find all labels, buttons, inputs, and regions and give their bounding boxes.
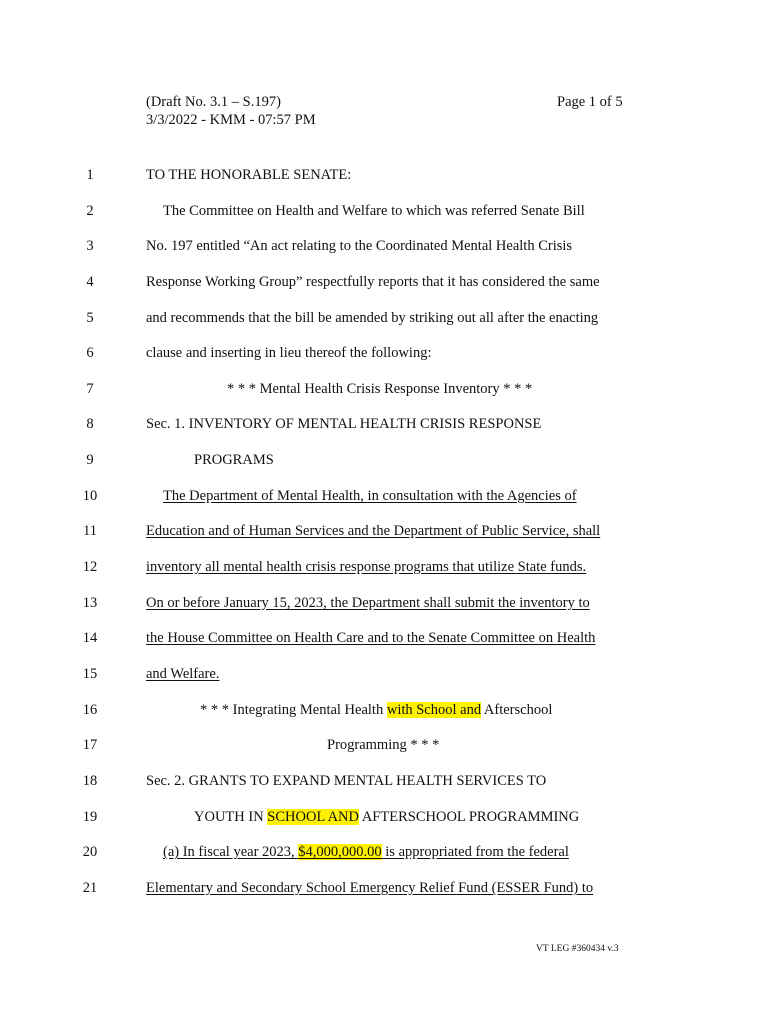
inserted-text: The Department of Mental Health, in consultation with the Agencies of bbox=[163, 488, 577, 504]
line-number: 20 bbox=[82, 844, 98, 860]
text-run: AFTERSCHOOL PROGRAMMING bbox=[359, 809, 580, 825]
inserted-text: the House Committee on Health Care and to the Senate Committee on Health bbox=[146, 630, 596, 646]
line-number: 5 bbox=[86, 310, 94, 326]
section-heading-continued bbox=[194, 809, 579, 826]
body-text: Response Working Group” respectfully reports that it has considered the same bbox=[146, 274, 600, 290]
page-indicator: Page 1 of 5 bbox=[557, 94, 623, 110]
line-number: 12 bbox=[82, 559, 98, 575]
inserted-text: Education and of Human Services and the Department of Public Service, shall bbox=[146, 523, 601, 539]
body-text: and recommends that the bill be amended by striking out all after the enacting bbox=[146, 310, 599, 326]
body-text: No. 197 entitled “An act relating to the Coordinated Mental Health Crisis bbox=[146, 238, 573, 254]
body-text: clause and inserting in lieu thereof the following: bbox=[146, 345, 432, 361]
line-number: 16 bbox=[82, 702, 98, 718]
line-number: 19 bbox=[82, 809, 98, 825]
highlighted-text: with School and bbox=[386, 702, 482, 718]
section-divider-heading-continued: Programming * * * bbox=[327, 737, 440, 753]
line-number: 9 bbox=[86, 452, 94, 468]
line-number: 4 bbox=[86, 274, 94, 290]
line-number: 7 bbox=[86, 381, 94, 397]
highlighted-text: $4,000,000.00 bbox=[298, 844, 382, 860]
text-run: is appropriated from the federal bbox=[381, 844, 569, 860]
body-text: The Committee on Health and Welfare to which was referred Senate Bill bbox=[163, 203, 585, 219]
section-heading: Sec. 1. INVENTORY OF MENTAL HEALTH CRISIS RESPONSE bbox=[146, 416, 542, 432]
section-heading-continued: PROGRAMS bbox=[194, 452, 274, 468]
inserted-text: and Welfare. bbox=[146, 666, 220, 682]
line-number: 6 bbox=[86, 345, 94, 361]
line-number: 1 bbox=[86, 167, 94, 183]
text-run: (a) In fiscal year 2023, bbox=[163, 844, 299, 860]
draft-number: (Draft No. 3.1 – S.197) bbox=[146, 94, 281, 110]
inserted-text: On or before January 15, 2023, the Department shall submit the inventory to bbox=[146, 595, 590, 611]
line-number: 8 bbox=[86, 416, 94, 432]
line-number: 3 bbox=[86, 238, 94, 254]
highlighted-text: SCHOOL AND bbox=[267, 809, 360, 825]
line-number: 15 bbox=[82, 666, 98, 682]
line-number: 18 bbox=[82, 773, 98, 789]
section-heading: Sec. 2. GRANTS TO EXPAND MENTAL HEALTH SERVICES TO bbox=[146, 773, 547, 789]
section-divider-heading bbox=[200, 702, 552, 719]
text-run: YOUTH IN bbox=[194, 809, 268, 825]
inserted-text bbox=[163, 844, 569, 861]
line-number: 14 bbox=[82, 630, 98, 646]
salutation: TO THE HONORABLE SENATE: bbox=[146, 167, 352, 183]
line-number: 21 bbox=[82, 880, 98, 896]
text-run: Afterschool bbox=[481, 702, 553, 718]
line-number: 11 bbox=[83, 523, 97, 539]
line-number: 17 bbox=[82, 737, 98, 753]
line-number: 10 bbox=[82, 488, 98, 504]
inserted-text: Elementary and Secondary School Emergency Relief Fund (ESSER Fund) to bbox=[146, 880, 594, 896]
text-run: * * * Integrating Mental Health bbox=[200, 702, 387, 718]
section-divider-heading: * * * Mental Health Crisis Response Inventory * * * bbox=[227, 381, 533, 397]
line-number: 2 bbox=[86, 203, 94, 219]
document-footer: VT LEG #360434 v.3 bbox=[536, 944, 619, 954]
inserted-text: inventory all mental health crisis response programs that utilize State funds. bbox=[146, 559, 587, 575]
draft-date: 3/3/2022 - KMM - 07:57 PM bbox=[146, 112, 316, 128]
line-number: 13 bbox=[82, 595, 98, 611]
